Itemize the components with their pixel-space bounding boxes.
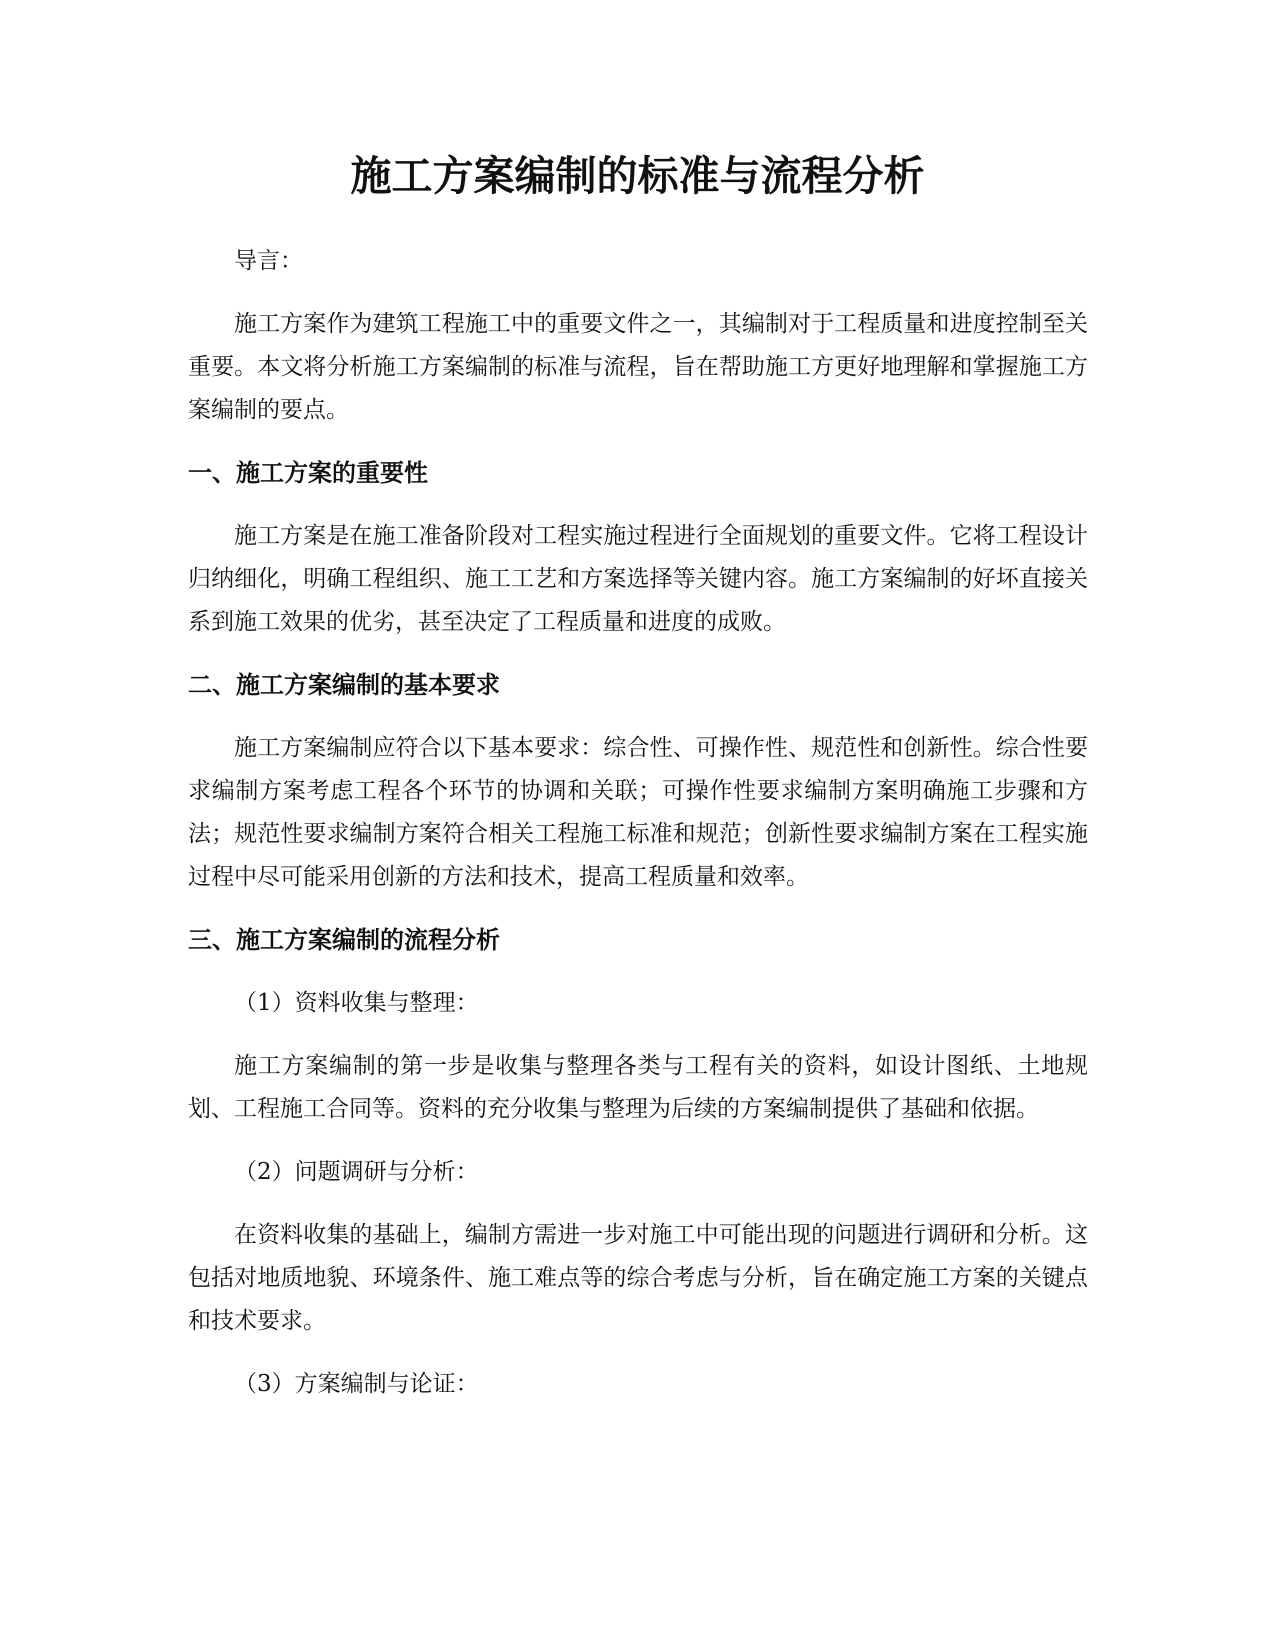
section-heading-process: 三、施工方案编制的流程分析 <box>188 926 500 954</box>
page-title: 施工方案编制的标准与流程分析 <box>350 152 925 200</box>
step-label-3: （3）方案编制与论证： <box>234 1371 479 1397</box>
step-paragraph-1: 施工方案编制的第一步是收集与整理各类与工程有关的资料，如设计图纸、土地规划、工程施工合同等。资料的充分收集与整理为后续的方案编制提供了基础和依据。 <box>188 1053 1088 1122</box>
section-heading-requirements: 二、施工方案编制的基本要求 <box>188 671 500 699</box>
section-paragraph-requirements: 施工方案编制应符合以下基本要求：综合性、可操作性、规范性和创新性。综合性要求编制方案考虑工程各个环节的协调和关联；可操作性要求编制方案明确施工步骤和方法；规范性要求编制方案符合相关工程施工标准和规范；创新性要求编制方案在工程实施过程中尽可能采用创新的方法和技术，提高工程质量和效率。 <box>188 735 1088 890</box>
section-heading-importance: 一、施工方案的重要性 <box>188 459 428 487</box>
step-label-1: （1）资料收集与整理： <box>234 990 479 1016</box>
intro-paragraph: 施工方案作为建筑工程施工中的重要文件之一，其编制对于工程质量和进度控制至关重要。本文将分析施工方案编制的标准与流程，旨在帮助施工方更好地理解和掌握施工方案编制的要点。 <box>188 311 1088 423</box>
section-paragraph-importance: 施工方案是在施工准备阶段对工程实施过程进行全面规划的重要文件。它将工程设计归纳细化，明确工程组织、施工工艺和方案选择等关键内容。施工方案编制的好坏直接关系到施工效果的优劣，甚至决定了工程质量和进度的成败。 <box>188 523 1088 635</box>
step-label-2: （2）问题调研与分析： <box>234 1159 479 1185</box>
intro-label: 导言： <box>234 248 303 274</box>
document-body <box>188 240 1088 1406</box>
step-paragraph-2: 在资料收集的基础上，编制方需进一步对施工中可能出现的问题进行调研和分析。这包括对地质地貌、环境条件、施工难点等的综合考虑与分析，旨在确定施工方案的关键点和技术要求。 <box>188 1222 1088 1334</box>
